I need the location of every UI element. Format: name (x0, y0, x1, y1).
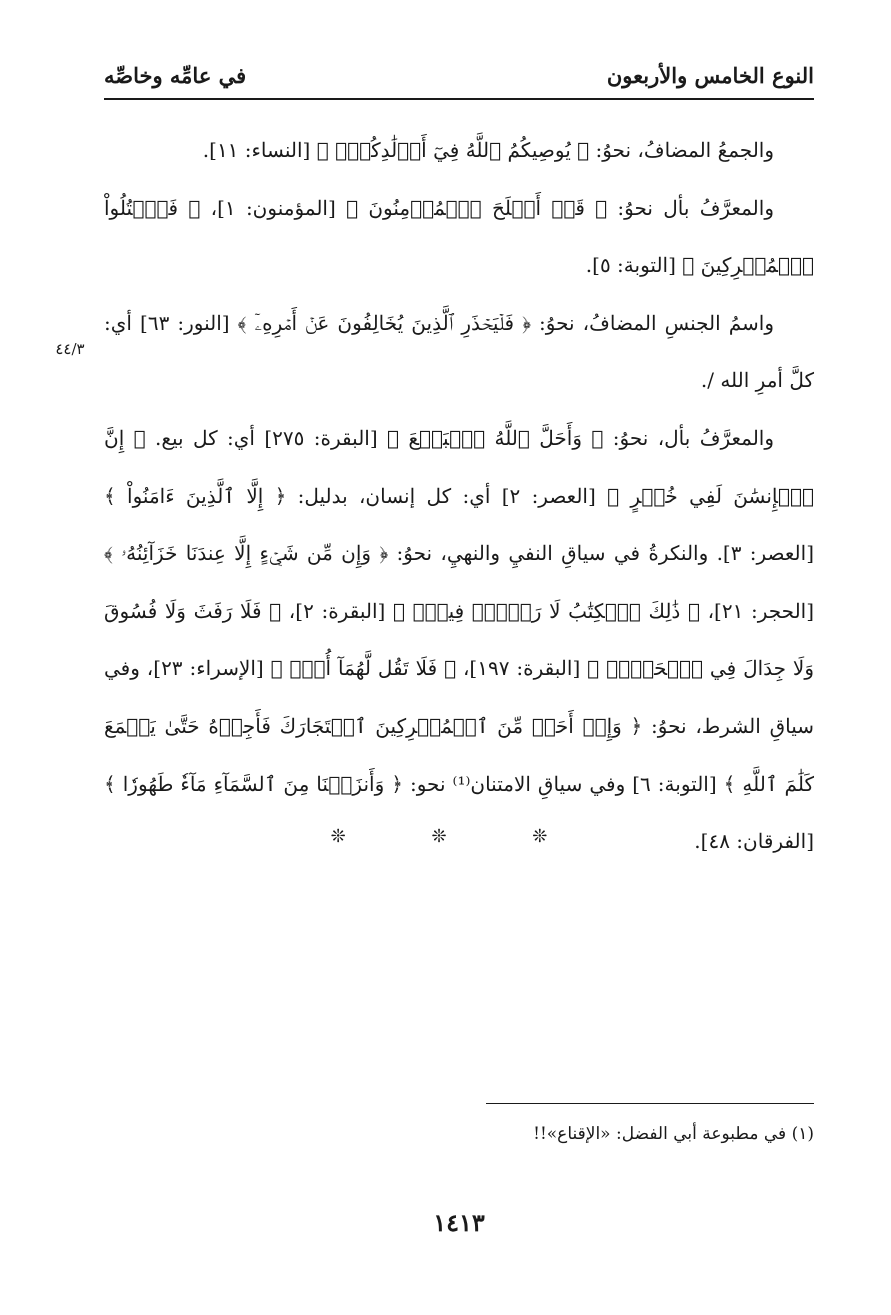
margin-page-reference: ٤٤/٣ (55, 340, 85, 358)
footnote-divider (486, 1103, 814, 1104)
paragraph-plural-construct: والجمعُ المضافُ، نحوُ: ﴿ يُوصِيكُمُ ٱللَّهُ فِيٓ أَوۡلَٰدِكُمۡۖ ﴾ [النساء: ١١]. (202, 138, 774, 162)
page-number: ١٤١٣ (433, 1208, 485, 1237)
main-text (104, 122, 814, 871)
paragraph-indefinite-negation: والمعرَّفُ بأل، نحوُ: ﴿ وَأَحَلَّ ٱللَّهُ ٱلۡبَيۡعَ ﴾ [البقرة: ٢٧٥] أي: كل بيع. ﴿ إِنَّ ٱلۡإِنسَٰنَ لَفِي خُسۡرٍ ﴾ [العصر: ٢] أي: كل إنسان، بدليل: ﴿ إِلَّا ٱلَّذِينَ ءَامَنُواْ ﴾ [العصر: ٣]. والنكرةُ في سياقِ النفيِ والنهيِ، نحوُ: ﴿ وَإِن مِّن شَيۡءٍ إِلَّا عِندَنَا خَزَآئِنُهُۥ ﴾ [الحجر: ٢١]، ﴿ ذَٰلِكَ ٱلۡكِتَٰبُ لَا رَيۡبَۛ فِيهِۛ ﴾ [البقرة: ٢]، ﴿ فَلَا رَفَثَ وَلَا فُسُوقَ وَلَا جِدَالَ فِي ٱلۡحَجِّۗ ﴾ [البقرة: ١٩٧]، ﴿ فَلَا تَقُل لَّهُمَآ أُفّٖ ﴾ [الإسراء: ٢٣]، وفي سياقِ الشرط، نحوُ: ﴿ وَإِنۡ أَحَدٞ مِّنَ ٱلۡمُشۡرِكِينَ ٱسۡتَجَارَكَ فَأَجِرۡهُ حَتَّىٰ يَسۡمَعَ كَلَٰمَ ٱللَّهِ ﴾ [التوبة: ٦] وفي سياقِ الامتنان⁽¹⁾ نحو: ﴿ وَأَنزَلۡنَا مِنَ ٱلسَّمَآءِ مَآءٗ طَهُورٗا ﴾ [الفرقان: ٤٨]. (104, 425, 815, 854)
section-separator: ❊ ❊ ❊ (330, 826, 588, 847)
header-section-title: في عامِّه وخاصِّه (104, 62, 247, 88)
header-divider (104, 98, 814, 100)
running-header (104, 55, 814, 95)
paragraph-genus-noun: واسمُ الجنسِ المضافُ، نحوُ: ﴿ فَلۡيَحۡذَرِ ٱلَّذِينَ يُخَالِفُونَ عَنۡ أَمۡرِهِۦٓ ﴾ [النور: ٦٣] أي: كلَّ أمرِ الله /. (104, 310, 814, 393)
header-chapter-title: النوع الخامس والأربعون (606, 62, 814, 88)
footnote: (١) في مطبوعة أبي الفضل: «الإقناع»!! (533, 1124, 814, 1144)
paragraph-definite-article: والمعرَّفُ بأل نحوُ: ﴿ قَدۡ أَفۡلَحَ ٱلۡمُؤۡمِنُونَ ﴾ [المؤمنون: ١]، ﴿ فَٱقۡتُلُواْ ٱلۡمُشۡرِكِينَ ﴾ [التوبة: ٥]. (104, 195, 814, 278)
